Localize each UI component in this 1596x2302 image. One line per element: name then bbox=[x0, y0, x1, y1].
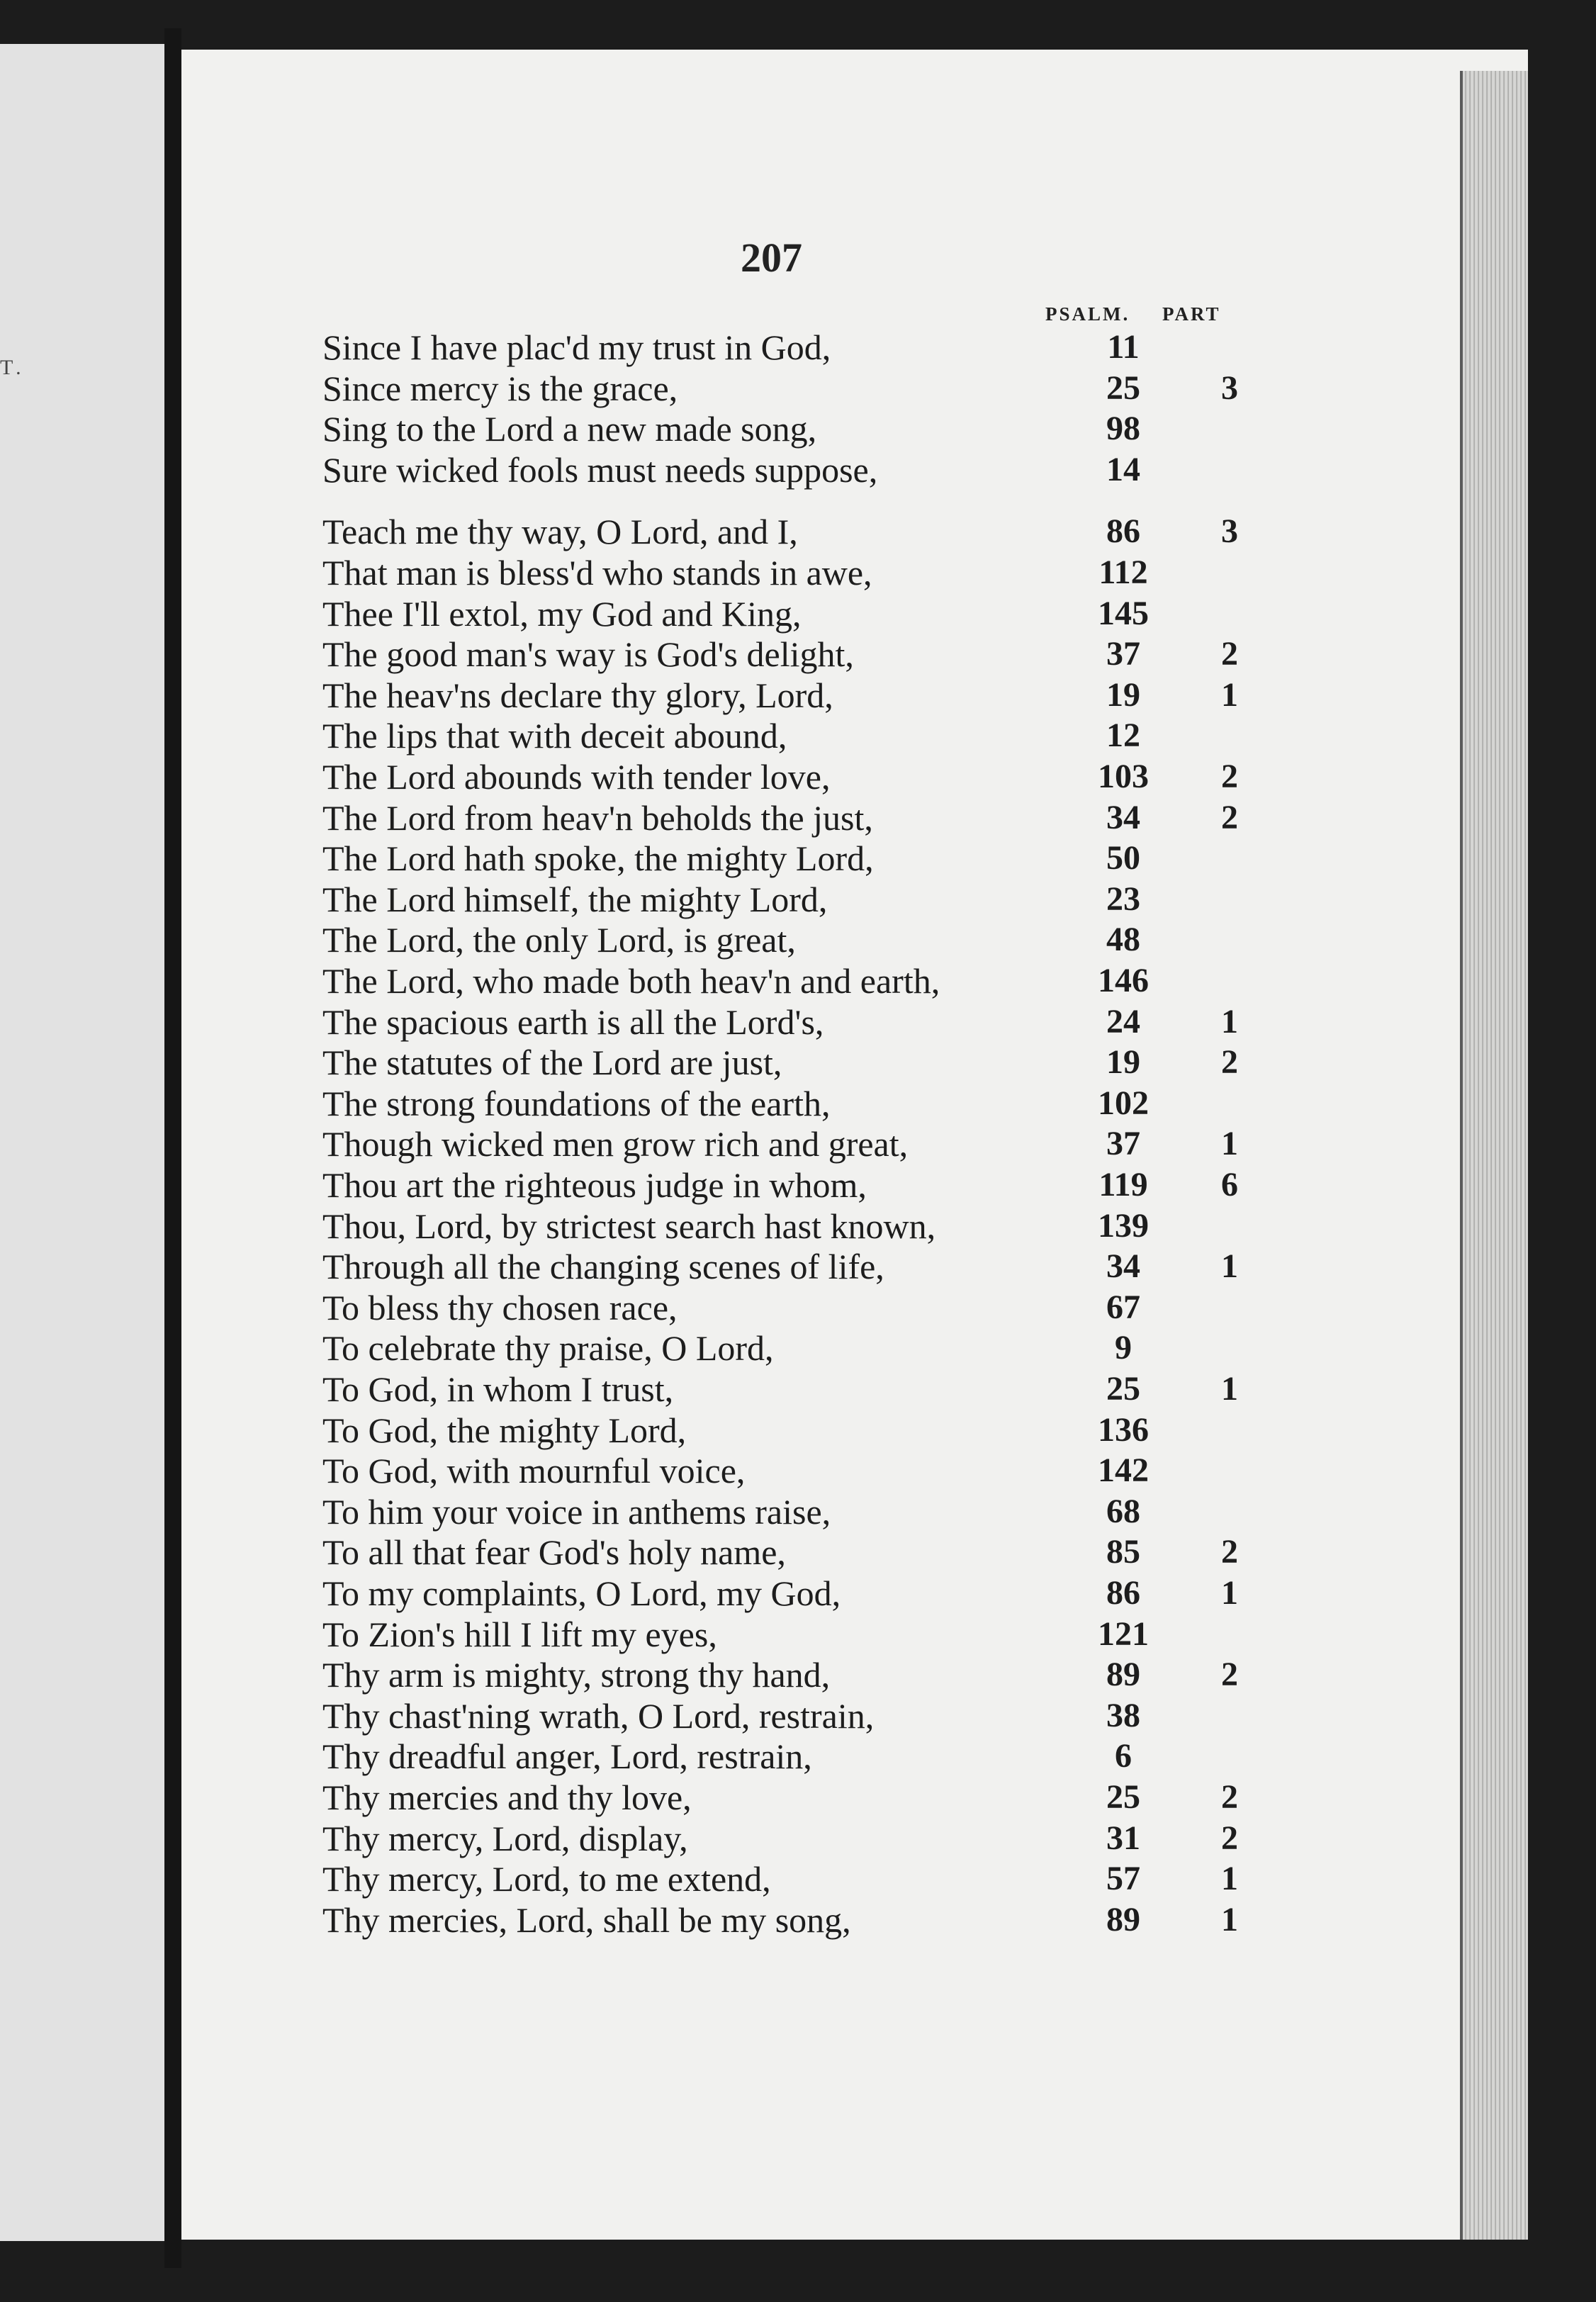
first-line-text: The Lord himself, the mighty Lord, bbox=[322, 879, 828, 919]
psalm-number: 121 bbox=[1098, 1615, 1149, 1653]
first-line-text: To my complaints, O Lord, my God, bbox=[322, 1573, 841, 1613]
index-entry bbox=[322, 1532, 1244, 1572]
index-entry bbox=[322, 1410, 1244, 1450]
psalm-number: 145 bbox=[1098, 594, 1149, 632]
index-entry bbox=[322, 1247, 1244, 1286]
psalm-number: 146 bbox=[1098, 962, 1149, 999]
part-number: 1 bbox=[1221, 1900, 1238, 1938]
index-entry bbox=[322, 1492, 1244, 1532]
part-number: 1 bbox=[1221, 1574, 1238, 1612]
part-number: 1 bbox=[1221, 1247, 1238, 1286]
first-line-text: Since mercy is the grace, bbox=[322, 368, 678, 408]
index-entry bbox=[322, 675, 1244, 715]
psalm-number: 103 bbox=[1098, 758, 1149, 795]
part-number: 2 bbox=[1221, 798, 1238, 836]
psalm-number: 142 bbox=[1098, 1452, 1149, 1490]
index-entry bbox=[322, 716, 1244, 756]
first-line-text: Thee I'll extol, my God and King, bbox=[322, 593, 802, 634]
psalm-number: 48 bbox=[1106, 921, 1140, 959]
psalm-number: 86 bbox=[1106, 1574, 1140, 1612]
first-line-text: Through all the changing scenes of life, bbox=[322, 1247, 884, 1287]
part-number: 2 bbox=[1221, 1533, 1238, 1571]
part-number: 1 bbox=[1221, 1002, 1238, 1040]
first-line-text: To celebrate thy praise, O Lord, bbox=[322, 1328, 774, 1369]
psalm-number: 25 bbox=[1106, 1778, 1140, 1816]
psalm-number: 112 bbox=[1098, 554, 1148, 591]
index-entry bbox=[322, 1655, 1244, 1695]
first-line-text: Thou art the righteous judge in whom, bbox=[322, 1165, 867, 1205]
psalm-column-header: PSALM. bbox=[1045, 303, 1130, 325]
left-page-edge bbox=[0, 44, 164, 2241]
psalm-number: 98 bbox=[1106, 410, 1140, 448]
index-entry bbox=[322, 1778, 1244, 1817]
first-line-text: The Lord abounds with tender love, bbox=[322, 757, 831, 797]
part-number: 2 bbox=[1221, 758, 1238, 795]
left-page-fragment-text: T. bbox=[0, 356, 26, 379]
index-entry bbox=[322, 1736, 1244, 1776]
index-entry bbox=[322, 880, 1244, 919]
index-entry bbox=[322, 409, 1244, 449]
first-line-text: Thy mercies and thy love, bbox=[322, 1778, 692, 1817]
first-line-text: The statutes of the Lord are just, bbox=[322, 1043, 782, 1083]
first-line-text: Sure wicked fools must needs suppose, bbox=[322, 449, 878, 490]
index-entry bbox=[322, 1043, 1244, 1082]
index-entry bbox=[322, 1002, 1244, 1042]
index-entry bbox=[322, 594, 1244, 634]
psalm-number: 31 bbox=[1106, 1819, 1140, 1857]
index-entry bbox=[322, 369, 1244, 408]
index-entry bbox=[322, 1084, 1244, 1123]
first-line-text: Thy mercy, Lord, display, bbox=[322, 1818, 688, 1858]
first-line-text: The heav'ns declare thy glory, Lord, bbox=[322, 675, 833, 715]
psalm-number: 34 bbox=[1106, 1247, 1140, 1286]
psalm-number: 89 bbox=[1106, 1656, 1140, 1694]
psalm-number: 34 bbox=[1106, 798, 1140, 836]
psalm-number: 136 bbox=[1098, 1410, 1149, 1449]
page-edges bbox=[1460, 71, 1528, 2240]
index-entry bbox=[322, 634, 1244, 674]
index-entry bbox=[322, 1206, 1244, 1246]
psalm-number: 57 bbox=[1106, 1860, 1140, 1898]
psalm-number: 14 bbox=[1106, 450, 1140, 488]
first-line-text: Teach me thy way, O Lord, and I, bbox=[322, 512, 798, 552]
psalm-number: 9 bbox=[1115, 1329, 1132, 1367]
part-number: 1 bbox=[1221, 1125, 1238, 1163]
index-entry bbox=[322, 1615, 1244, 1654]
first-line-text: That man is bless'd who stands in awe, bbox=[322, 553, 872, 593]
psalm-number: 89 bbox=[1106, 1900, 1140, 1938]
part-number: 2 bbox=[1221, 1778, 1238, 1816]
index-entry bbox=[322, 798, 1244, 838]
psalm-number: 86 bbox=[1106, 512, 1140, 551]
psalm-number: 119 bbox=[1098, 1166, 1148, 1203]
psalm-number: 25 bbox=[1106, 1370, 1140, 1408]
psalm-number: 25 bbox=[1106, 369, 1140, 407]
index-entry bbox=[322, 1573, 1244, 1613]
psalm-number: 12 bbox=[1106, 717, 1140, 755]
first-line-text: Thy mercies, Lord, shall be my song, bbox=[322, 1899, 851, 1940]
index-entry bbox=[322, 1124, 1244, 1164]
index-entry bbox=[322, 757, 1244, 797]
psalm-number: 38 bbox=[1106, 1696, 1140, 1734]
first-line-text: The strong foundations of the earth, bbox=[322, 1083, 831, 1123]
psalm-number: 102 bbox=[1098, 1084, 1149, 1122]
part-number: 3 bbox=[1221, 512, 1238, 551]
part-number: 2 bbox=[1221, 635, 1238, 673]
index-entry bbox=[322, 450, 1244, 490]
first-line-text: Thou, Lord, by strictest search hast known, bbox=[322, 1206, 936, 1246]
part-number: 6 bbox=[1221, 1166, 1238, 1203]
psalm-number: 50 bbox=[1106, 839, 1140, 877]
psalm-number: 67 bbox=[1106, 1288, 1140, 1326]
first-line-text: The Lord hath spoke, the mighty Lord, bbox=[322, 838, 874, 879]
book-gutter bbox=[164, 28, 181, 2268]
first-line-text: To bless thy chosen race, bbox=[322, 1287, 678, 1327]
first-line-text: To Zion's hill I lift my eyes, bbox=[322, 1614, 717, 1654]
first-line-text: Though wicked men grow rich and great, bbox=[322, 1124, 909, 1164]
index-entry bbox=[322, 553, 1244, 593]
index-entry bbox=[322, 1165, 1244, 1205]
index-entry bbox=[322, 1369, 1244, 1409]
first-line-text: Thy arm is mighty, strong thy hand, bbox=[322, 1655, 831, 1695]
index-entry bbox=[322, 838, 1244, 878]
index-entry bbox=[322, 1859, 1244, 1899]
psalm-number: 85 bbox=[1106, 1533, 1140, 1571]
first-line-text: The Lord, the only Lord, is great, bbox=[322, 920, 796, 960]
part-number: 2 bbox=[1221, 1819, 1238, 1857]
index-entry bbox=[322, 1819, 1244, 1858]
first-line-text: To all that fear God's holy name, bbox=[322, 1532, 786, 1573]
psalm-number: 24 bbox=[1106, 1002, 1140, 1040]
index-entry bbox=[322, 1696, 1244, 1736]
part-number: 1 bbox=[1221, 1370, 1238, 1408]
part-number: 1 bbox=[1221, 1860, 1238, 1898]
part-number: 2 bbox=[1221, 1656, 1238, 1694]
psalm-number: 37 bbox=[1106, 635, 1140, 673]
index-entry bbox=[322, 1451, 1244, 1490]
index-entry bbox=[322, 920, 1244, 960]
psalm-number: 37 bbox=[1106, 1125, 1140, 1163]
first-line-text: The good man's way is God's delight, bbox=[322, 634, 854, 675]
psalm-number: 68 bbox=[1106, 1492, 1140, 1530]
page-number: 207 bbox=[741, 235, 802, 281]
part-number: 1 bbox=[1221, 675, 1238, 714]
first-line-text: To God, the mighty Lord, bbox=[322, 1410, 687, 1450]
index-entry bbox=[322, 1328, 1244, 1368]
psalm-number: 6 bbox=[1115, 1737, 1132, 1775]
psalm-number: 139 bbox=[1098, 1206, 1149, 1245]
part-number: 3 bbox=[1221, 369, 1238, 407]
first-line-text: To him your voice in anthems raise, bbox=[322, 1491, 831, 1532]
psalm-number: 19 bbox=[1106, 675, 1140, 714]
index-entry bbox=[322, 512, 1244, 551]
psalm-number: 19 bbox=[1106, 1043, 1140, 1082]
index-entry bbox=[322, 1900, 1244, 1940]
index-entry bbox=[322, 327, 1244, 367]
index-entry bbox=[322, 1288, 1244, 1327]
psalm-number: 23 bbox=[1106, 880, 1140, 918]
first-line-text: Thy dreadful anger, Lord, restrain, bbox=[322, 1736, 812, 1777]
first-line-text: Thy mercy, Lord, to me extend, bbox=[322, 1859, 771, 1899]
index-entry bbox=[322, 961, 1244, 1001]
first-line-text: Since I have plac'd my trust in God, bbox=[322, 327, 831, 367]
first-line-text: The Lord from heav'n beholds the just, bbox=[322, 797, 873, 838]
part-column-header: PART bbox=[1162, 303, 1221, 325]
first-line-text: To God, in whom I trust, bbox=[322, 1369, 674, 1409]
first-line-text: The lips that with deceit abound, bbox=[322, 716, 787, 756]
first-line-text: Sing to the Lord a new made song, bbox=[322, 409, 817, 449]
first-line-text: The spacious earth is all the Lord's, bbox=[322, 1001, 824, 1042]
first-line-text: The Lord, who made both heav'n and earth, bbox=[322, 961, 940, 1001]
part-number: 2 bbox=[1221, 1043, 1238, 1082]
first-line-text: To God, with mournful voice, bbox=[322, 1451, 746, 1491]
first-line-text: Thy chast'ning wrath, O Lord, restrain, bbox=[322, 1695, 875, 1736]
psalm-number: 11 bbox=[1107, 328, 1140, 366]
